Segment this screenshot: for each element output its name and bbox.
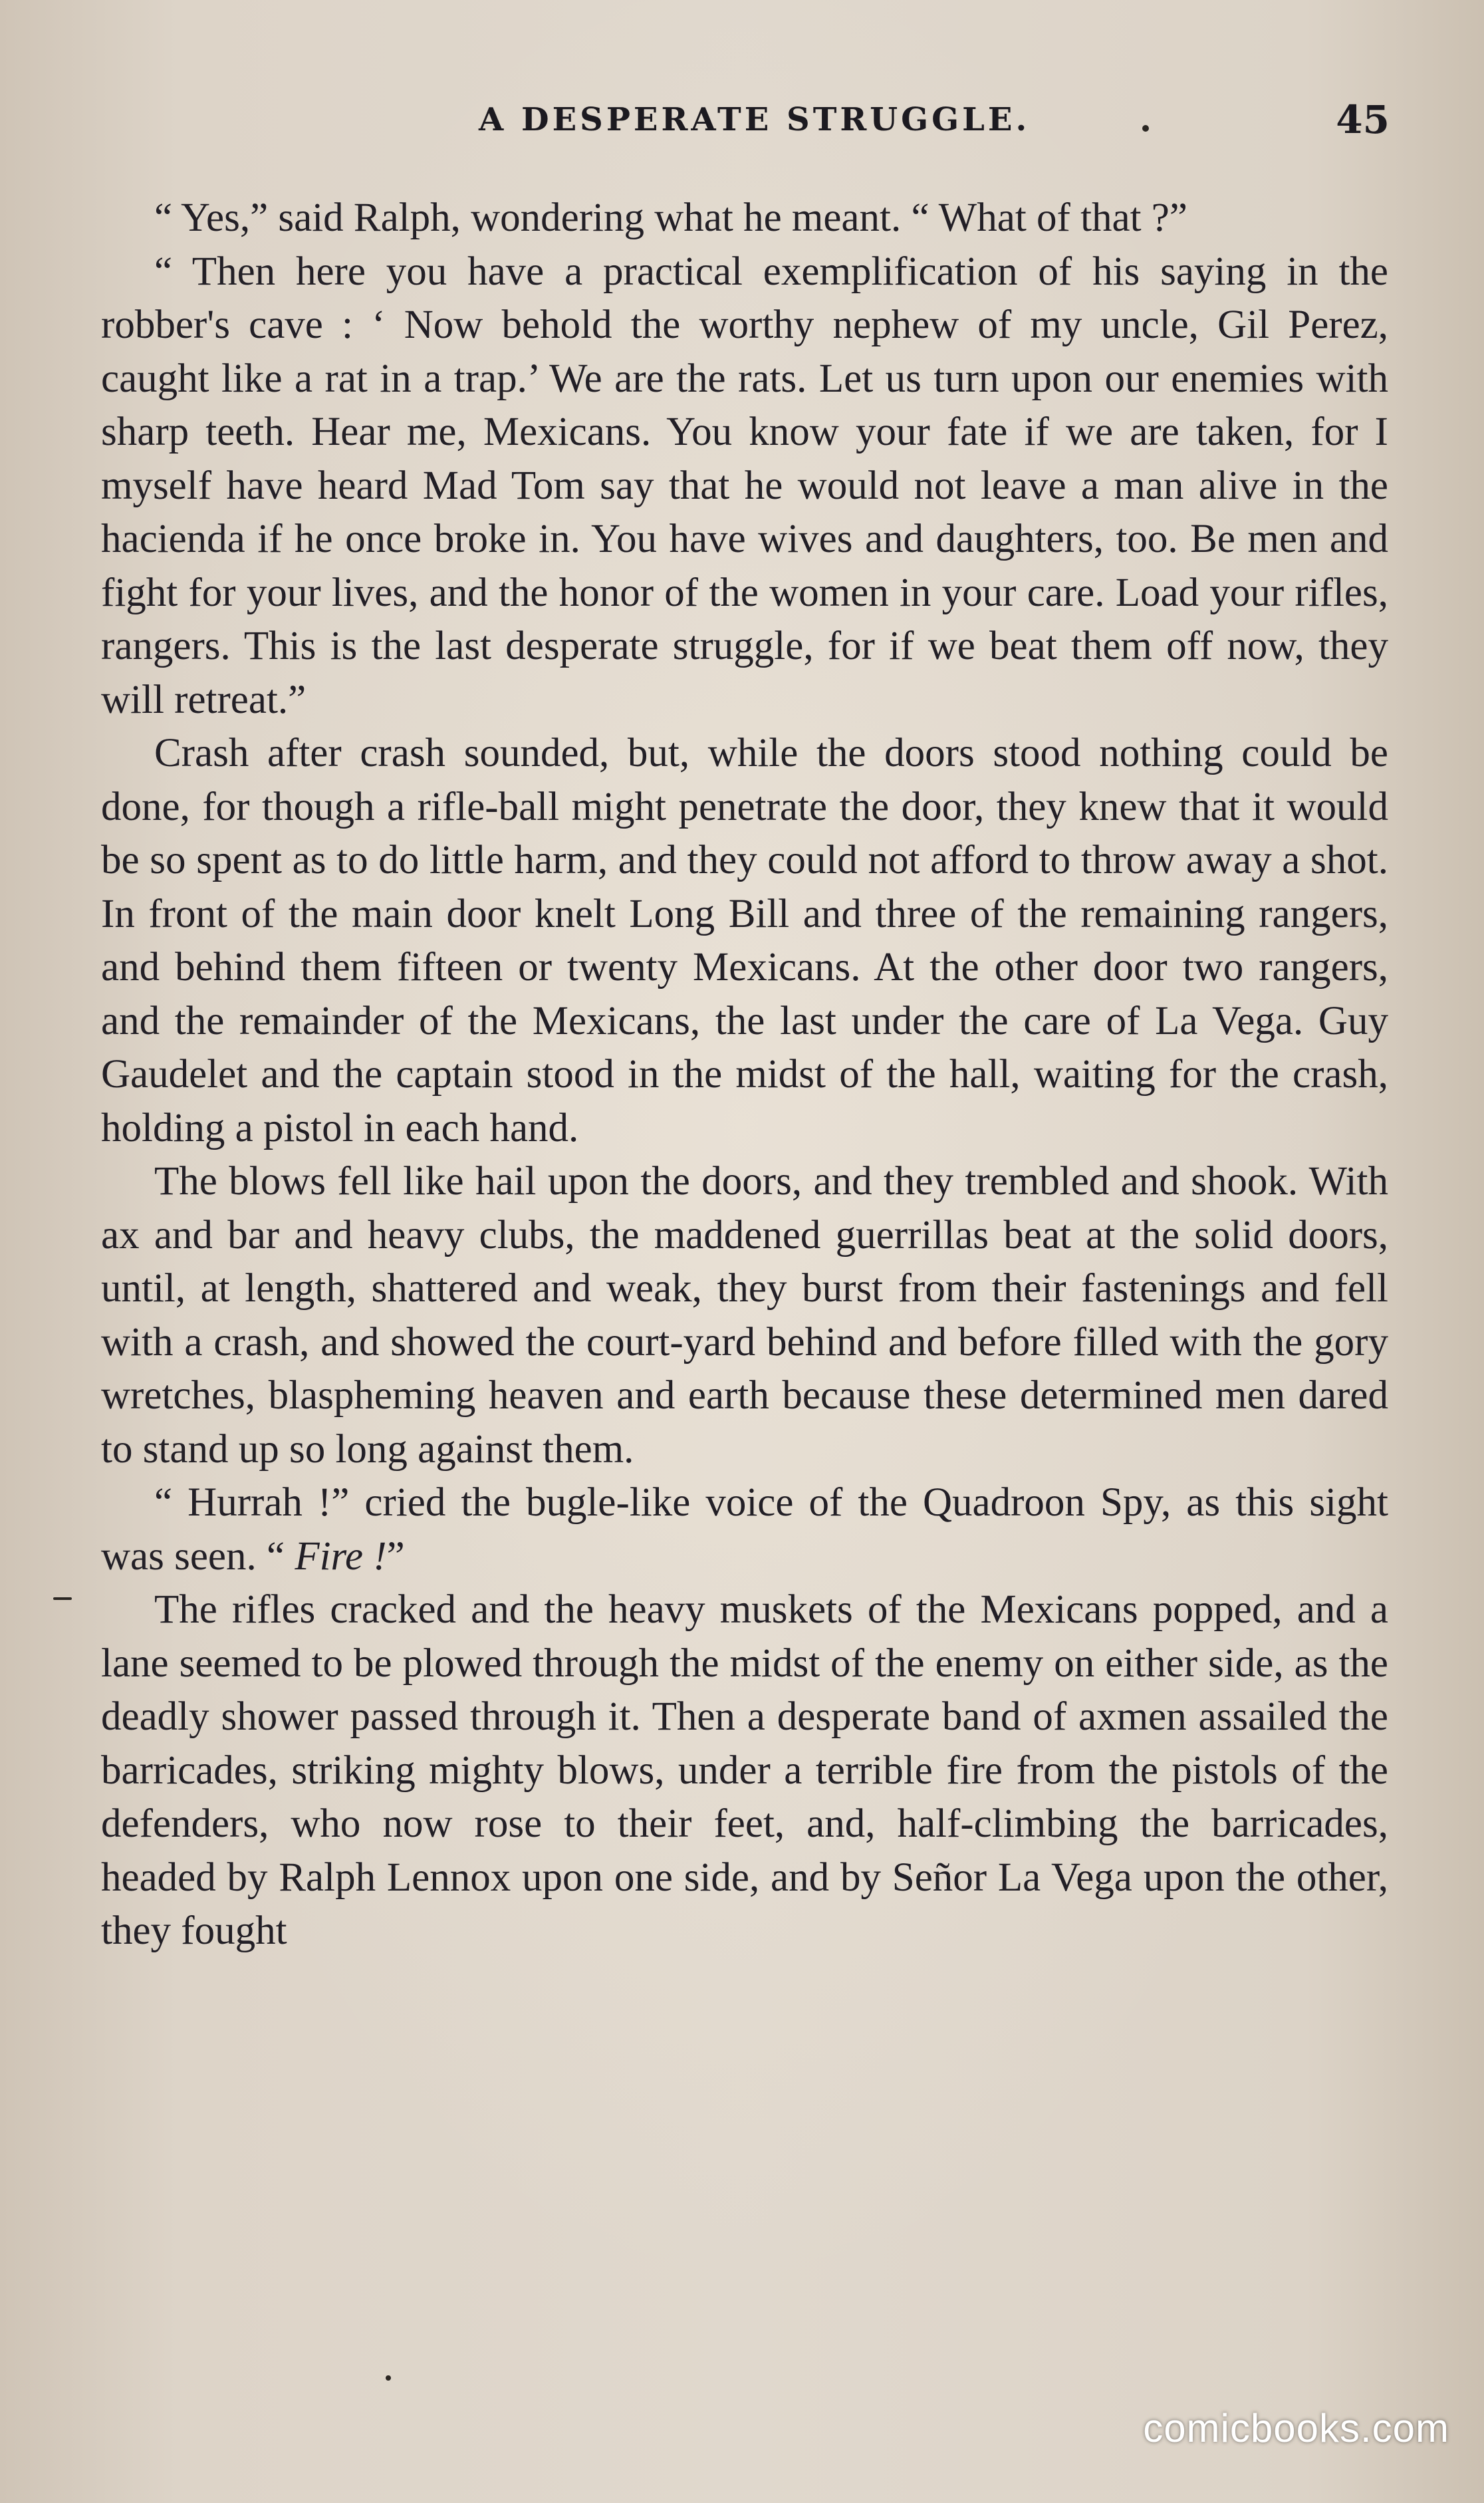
body-text xyxy=(101,192,1388,1958)
site-watermark: comicbooks.com xyxy=(1143,2406,1449,2450)
running-head xyxy=(106,93,1390,146)
paragraph-5-close-quote: ” xyxy=(386,1533,405,1579)
paragraph-3: Crash after crash sounded, but, while the doors stood nothing could be done, for though a rifle-ball might penetrate the door, they knew that it would be so spent as to do little harm, and they could not afford to throw away a shot. In front of the main door knelt Long Bill and three of the remaining rangers, and behind them fifteen or twenty Mexicans. At the other door two rangers, and the remainder of the Mexicans, the last under the care of La Vega. Guy Gaudelet and the captain stood in the midst of the hall, waiting for the crash, holding a pistol in each hand. xyxy=(101,731,1388,1150)
ink-speck xyxy=(53,1597,72,1600)
paragraph-5-text: “ Hurrah !” cried the bugle-like voice of the Quadroon Spy, as this sight was seen. “ xyxy=(101,1480,1388,1579)
fire-exclamation: Fire ! xyxy=(295,1533,387,1579)
paragraph-5 xyxy=(101,1476,1388,1583)
ink-speck xyxy=(386,2375,391,2381)
page-number: 45 xyxy=(1336,97,1390,142)
paragraph-1: “ Yes,” said Ralph, wondering what he meant. “ What of that ?” xyxy=(154,196,1187,240)
paragraph-4: The blows fell like hail upon the doors, and they trembled and shook. With ax and bar and heavy clubs, the maddened guerrillas beat at the solid doors, until, at length, shattered and weak, they burst from their fastenings and fell with a crash, and showed the court-yard behind and before filled with the gory wretches, blaspheming heaven and earth because these determined men dared to stand up so long against them. xyxy=(101,1159,1388,1472)
paragraph-6: The rifles cracked and the heavy muskets of the Mexicans popped, and a lane seemed to be plowed through the midst of the enemy on either side, as the deadly shower passed through it. Then a desperate band of axmen assailed the barricades, striking mighty blows, under a terrible fire from the pistols of the defenders, who now rose to their feet, and, half-climbing the barricades, headed by Ralph Lennox upon one side, and by Señor La Vega upon the other, they fought xyxy=(101,1587,1388,1953)
paragraph-2: “ Then here you have a practical exemplification of his saying in the robber's cave : ‘ Now behold the worthy nephew of my uncle, Gil Perez, caught like a rat in a trap.’ We are the rats. Let us turn upon our enemies with sharp teeth. Hear me, Mexicans. You know your fate if we are taken, for I myself have heard Mad Tom say that he would not leave a man alive in the hacienda if he once broke in. You have wives and daughters, too. Be men and fight for your lives, and the honor of the women in your care. Load your rifles, rangers. This is the last desperate struggle, for if we beat them off now, they will retreat.” xyxy=(101,249,1388,722)
running-title: A DESPERATE STRUGGLE. xyxy=(479,101,1031,138)
ink-speck xyxy=(1142,125,1149,132)
